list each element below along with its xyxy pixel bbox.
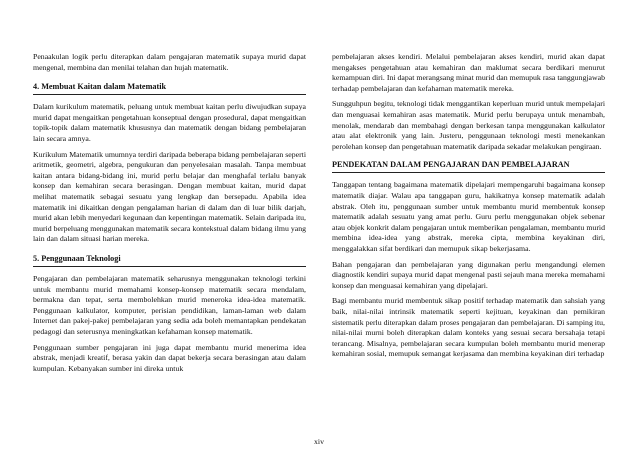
left-column [33, 52, 306, 379]
paragraph-tanggapan: Tanggapan tentang bagaimana matematik dipelajari mempengaruhi bagaimana konsep matematik diajar. Walau apa tanggapan guru, hakikatnya konsep matematik adalah abstrak. Oleh itu, penggunaan sumber untuk membantu murid membentuk konsep matematik adalah sesuatu yang amat perlu. Guru perlu menggunakan objek sebenar atau objek konkrit dalam pengajaran untuk memberikan pengalaman, membantu murid membina idea-idea yang abstrak, mereka cipta, membina keyakinan diri, menggalakkan sifat berdikari dan memupuk sikap bekerjasama. [332, 180, 605, 253]
paragraph-teknologi-terkini: Pengajaran dan pembelajaran matematik seharusnya menggunakan teknologi terkini untuk membantu murid memahami konsep-konsep matematik secara mendalam, bermakna dan tepat, serta membolehkan murid meneroka idea-idea matematik. Penggunaan kalkulator, komputer, perisian pendidikan, laman-laman web dalam Internet dan pakej-pakej pembelajaran yang sedia ada boleh memantapkan pendekatan pedagogi dan seterusnya meningkatkan kefahaman konsep matematik. [33, 274, 306, 337]
page-number: xiv [314, 437, 324, 446]
right-column [332, 52, 605, 365]
paragraph-penaakulan-logik: Penaakulan logik perlu diterapkan dalam pengajaran matematik supaya murid dapat mengenal, membina dan menilai telahan dan hujah matematik. [33, 52, 306, 72]
paragraph-kurikulum-matematik: Kurikulum Matematik umumnya terdiri daripada beberapa bidang pembelajaran seperti aritmetik, geometri, algebra, pengukuran dan penyelesaian masalah. Tanpa membuat kaitan antara bidang-bidang ini, murid perlu belajar dan menghafal terlalu banyak konsep dan kemahiran secara berasingan. Dengan membuat kaitan, murid dapat melihat matematik sebagai sesuatu yang lengkap dan bersepadu. Apabila idea matematik ini dikaitkan dengan pengalaman harian di dalam dan di luar bilik darjah, murid akan lebih menyedari kegunaan dan kepentingan matematik. Selain daripada itu, murid berpeluang menggunakan matematik secara kontekstual dalam bidang ilmu yang lain dan dalam situasi harian mereka. [33, 149, 306, 244]
paragraph-sikap-positif: Bagi membantu murid membentuk sikap positif terhadap matematik dan sahsiah yang baik, nilai-nilai intrinsik matematik seperti kejituan, keyakinan dan pemikiran sistematik perlu diterapkan dalam proses pengajaran dan pembelajaran. Di samping itu, nilai-nilai murni boleh diterapkan dalam konteks yang sesuai secara bersahaja tetapi terancang. Misalnya, pembelajaran secara kumpulan boleh membantu murid menerap kemahiran sosial, memupuk semangat kerjasama dan membina keyakinan diri terhadap [332, 296, 605, 359]
paragraph-akses-kendiri: pembelajaran akses kendiri. Melalui pembelajaran akses kendiri, murid akan dapat mengakses pengetahuan atau kemahiran dan maklumat secara berdikari menurut kemampuan diri. Ini dapat merangsang minat murid dan memupuk rasa tanggungjawab terhadap pembelajaran dan kefahaman matematik mereka. [332, 52, 605, 93]
paragraph-teknologi-kemahiran-asas: Sungguhpun begitu, teknologi tidak menggantikan keperluan murid untuk mempelajari dan menguasai kemahiran asas matematik. Murid perlu berupaya untuk menambah, menolak, mendarab dan membahagi dengan berkesan tanpa menggunakan kalkulator atau alat elektronik yang lain. Justeru, penggunaan teknologi mesti menekankan perolehan konsep dan pengetahuan matematik daripada sekadar melakukan pengiraan. [332, 99, 605, 151]
heading-pendekatan: PENDEKATAN DALAM PENGAJARAN DAN PEMBELAJARAN [332, 160, 605, 173]
paragraph-bahan-pengajaran: Bahan pengajaran dan pembelajaran yang digunakan perlu mengandungi elemen diagnostik kendiri supaya murid dapat mengenal pasti sejauh mana mereka memahami konsep dan menguasai kemahiran yang dipelajari. [332, 259, 605, 290]
paragraph-sumber-pengajaran: Penggunaan sumber pengajaran ini juga dapat membantu murid menerima idea abstrak, menjadi kreatif, berasa yakin dan dapat bekerja secara berasingan atau dalam kumpulan. Kebanyakan sumber ini direka untuk [33, 342, 306, 373]
heading-penggunaan-teknologi: 5. Penggunaan Teknologi [33, 254, 306, 267]
heading-membuat-kaitan: 4. Membuat Kaitan dalam Matematik [33, 82, 306, 95]
paragraph-kurikulum-kaitan: Dalam kurikulum matematik, peluang untuk membuat kaitan perlu diwujudkan supaya murid dapat mengaitkan pengetahuan konseptual dengan prosedural, dapat mengaitkan topik-topik dalam matematik khususnya dan matematik dengan bidang pembelajaran lain secara amnya. [33, 102, 306, 144]
